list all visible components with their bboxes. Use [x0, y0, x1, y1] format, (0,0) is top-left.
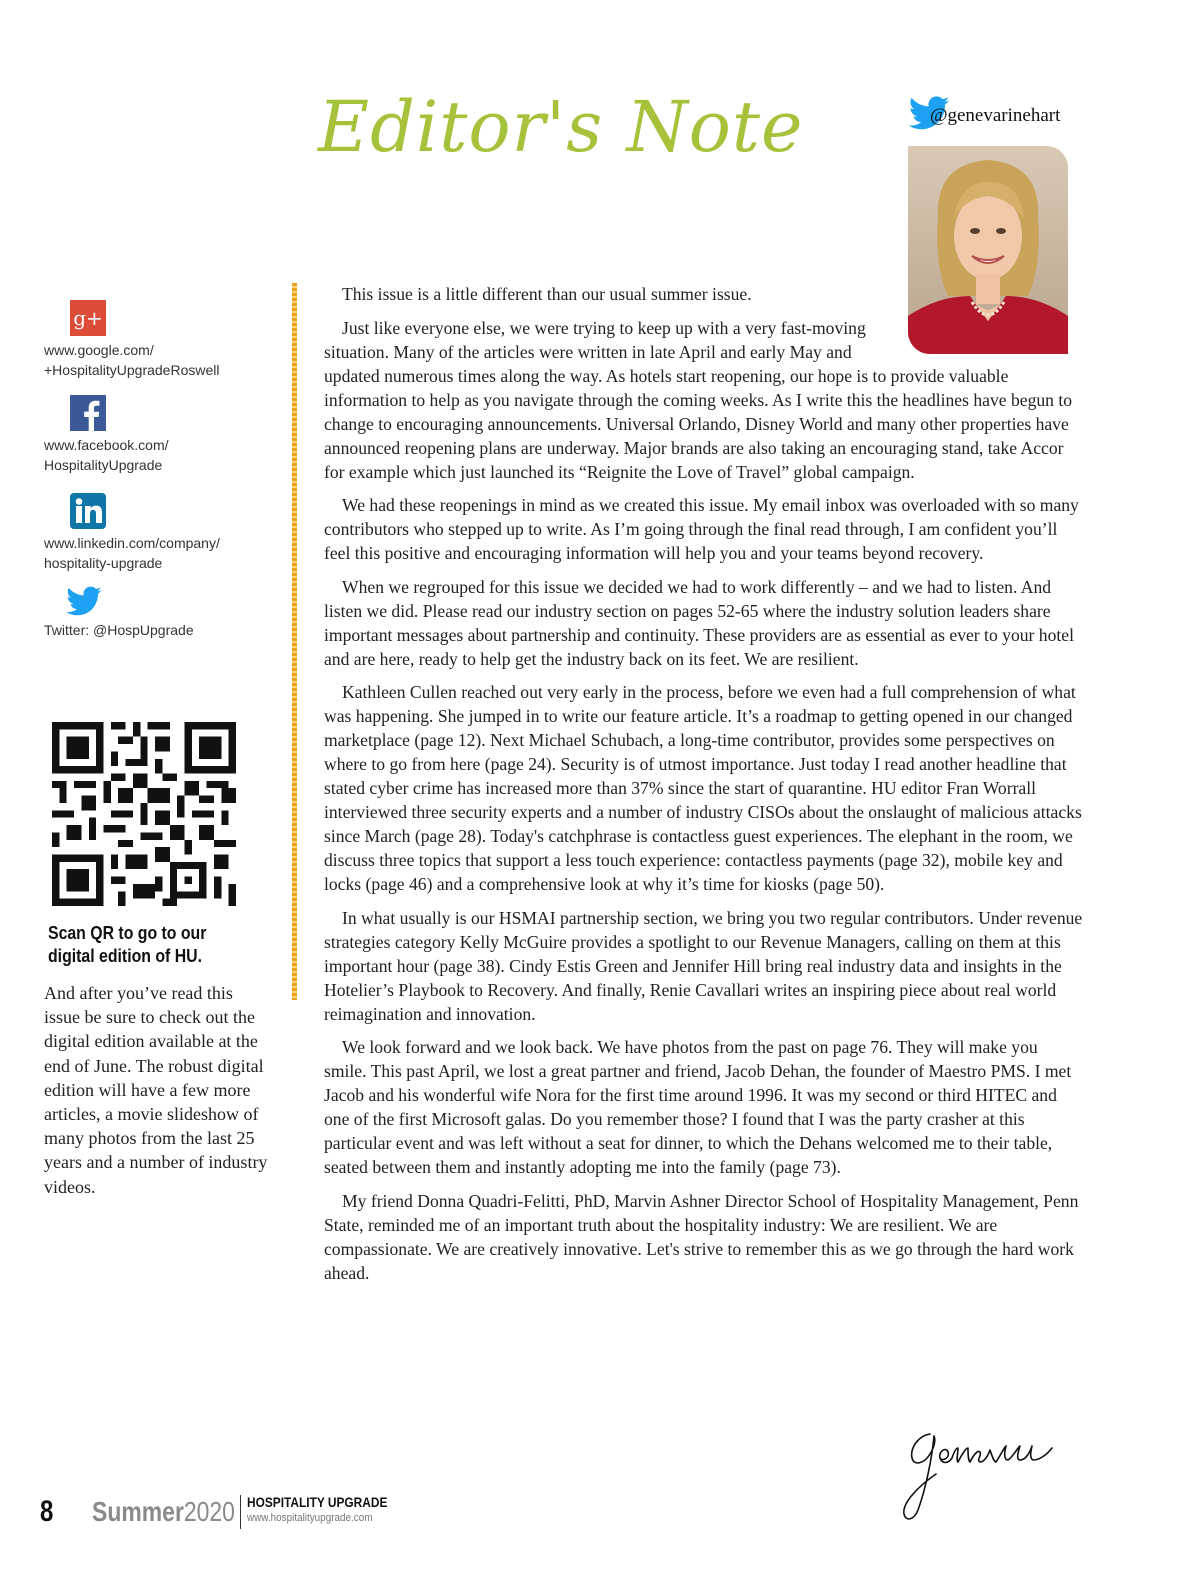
season-text: Summer: [92, 1496, 184, 1527]
article-body: [324, 282, 1084, 1294]
article-paragraph: Just like everyone else, we were trying to keep up with a very fast-moving situation. Many of the articles were written in late April and early May and updated numerous times along the way. As hotels start reopening, our hope is to provide valuable information to help as you navigate through the coming weeks. As I write this the headlines have begun to change to encouraging announcements. Universal Orlando, Disney World and many other properties have announced reopening plans are underway. Major brands are also taking an encouraging stand, take Accor for example which just launched its “Reignite the Love of Travel” global campaign.: [324, 317, 1073, 482]
linkedin-url-line2: hospitality-upgrade: [44, 555, 163, 571]
facebook-url-line2: HospitalityUpgrade: [44, 457, 163, 473]
linkedin-icon: [70, 493, 106, 529]
twitter-icon: [64, 586, 104, 618]
footer-divider: [240, 1495, 241, 1529]
linkedin-url-line1: www.linkedin.com/company/: [44, 535, 220, 551]
google-url-line2: +HospitalityUpgradeRoswell: [44, 362, 220, 378]
decorative-divider: [292, 283, 297, 1000]
article-paragraph: When we regrouped for this issue we decided we had to work differently – and we had to listen. And listen we did. Please read our industry section on pages 52-65 where the industry solution leaders share important messages about partnership and continuity. These providers are as essential as ever to your hotel and are here, ready to help get the industry back on its feet. We are resilient.: [324, 576, 1074, 669]
article-paragraph: This issue is a little different than our usual summer issue.: [342, 284, 752, 304]
page-number: 8: [40, 1495, 54, 1528]
google-url-line1: www.google.com/: [44, 342, 154, 358]
article-paragraph: In what usually is our HSMAI partnership section, we bring you two regular contributors. Under revenue strategies category Kelly McGuire provides a spotlight to our Revenue Managers, calling on them at this important hour (page 38). Cindy Estis Green and Jennifer Hill bring real industry data and insights in the Hotelier’s Playbook to Recovery. And finally, Renie Cavallari writes an inspiring piece about real world reimagination and innovation.: [324, 907, 1083, 1024]
article-paragraph: Kathleen Cullen reached out very early in the process, before we even had a full comprehension of what was happening. She jumped in to write our feature article. It’s a roadmap to getting opened in our changed marketplace (page 12). Next Michael Schubach, a long-time contributor, provides some perspectives on where to go from here (page 24). Security is of utmost importance. Just today I read another headline that stated cyber crime has increased more than 37% since the start of quarantine. HU editor Fran Worrall interviewed three security experts and a number of industry CISOs about the onslaught of malicious attacks since March (page 28). Today's catchphrase is contactless guest experiences. The elephant in the room, we discuss three topics that support a less touch experience: contactless payments (page 32), mobile key and locks (page 46) and a comprehensive look at why it’s time for kiosks (page 50).: [324, 682, 1082, 894]
google-plus-link[interactable]: [44, 300, 219, 380]
facebook-url-line1: www.facebook.com/: [44, 437, 169, 453]
footer-brand: [247, 1493, 412, 1525]
issue-season: [92, 1493, 235, 1531]
photo-wrap-space: [888, 282, 1084, 354]
svg-text:g+: g+: [73, 306, 103, 330]
facebook-icon: [70, 395, 106, 431]
google-plus-icon: [70, 300, 106, 336]
qr-code[interactable]: [52, 722, 236, 906]
editor-twitter[interactable]: [906, 92, 1060, 136]
page-title: Editor's Note: [318, 86, 804, 168]
twitter-handle-text: @genevarinehart: [930, 105, 1061, 126]
linkedin-link[interactable]: [44, 493, 220, 573]
brand-name: HOSPITALITY UPGRADE: [247, 1494, 388, 1510]
digital-edition-promo: And after you’ve read this issue be sure to check out the digital edition available at the end of June. The robust digital edition will have a few more articles, a movie slideshow of many photos from the last 25 years and a number of industry videos.: [44, 983, 268, 1197]
qr-caption: Scan QR to go to our digital edition of HU.: [48, 923, 207, 966]
brand-url[interactable]: www.hospitalityupgrade.com: [247, 1512, 373, 1524]
article-paragraph: My friend Donna Quadri-Felitti, PhD, Marvin Ashner Director School of Hospitality Management, Penn State, reminded me of an important truth about the hospitality industry: We are resilient. We are compassionate. We are creatively innovative. Let's strive to remember this as we go through the hard work ahead.: [324, 1190, 1079, 1283]
article-paragraph: We look forward and we look back. We have photos from the past on page 76. They will make you smile. This past April, we lost a great partner and friend, Jacob Dehan, the founder of Maestro PMS. I met Jacob and his wonderful wife Nora for the first time around 1996. It was my second or third HITEC and one of the first Microsoft galas. Do you remember those? I found that I was the party crasher at this particular event and was left without a seat for dinner, to which the Dehans welcomed me to their table, seated between them and instantly adopting me into the family (page 73).: [324, 1037, 1072, 1177]
twitter-account-text: Twitter: @HospUpgrade: [44, 622, 194, 638]
article-paragraph: We had these reopenings in mind as we created this issue. My email inbox was overloaded with so many contributors who stepped up to write. As I’m going through the final read through, I am confident you’ll feel this positive and encouraging information will help you and your teams beyond recovery.: [324, 495, 1079, 563]
twitter-link[interactable]: [44, 586, 194, 640]
year-text: 2020: [183, 1496, 235, 1527]
editor-signature: [896, 1418, 1066, 1526]
facebook-link[interactable]: [44, 395, 169, 475]
page-footer: [40, 1493, 412, 1533]
